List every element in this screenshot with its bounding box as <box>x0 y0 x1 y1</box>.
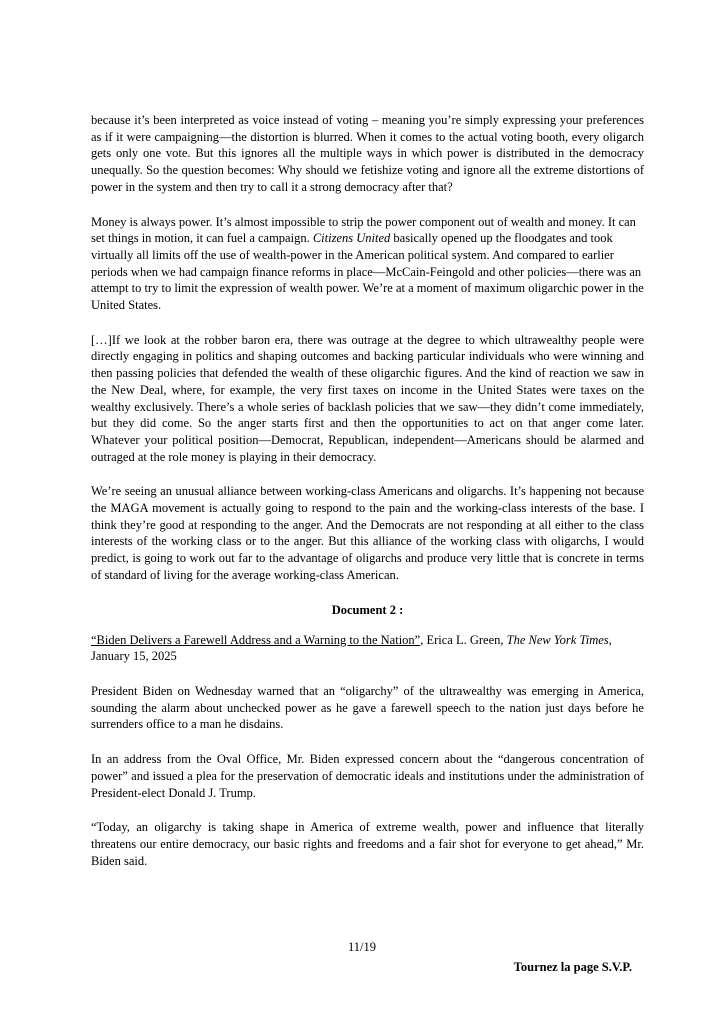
paragraph-oval-office: In an address from the Oval Office, Mr. Biden expressed concern about the “dangerous concentration of power” and issued a plea for the preservation of democratic ideals and institutions under the administration of President-elect Donald J. Trump. <box>91 752 644 800</box>
paragraph-robber-baron: […]If we look at the robber baron era, there was outrage at the degree to which ultrawealthy people were directly engaging in politics and shaping outcomes and backing particular individuals who were winning and then passing policies that defended the wealth of these oligarchic figures. And the kind of reaction we saw in the New Deal, where, for example, the very first taxes on income in the United States were taxes on the wealthy exclusively. There’s a whole series of backlash policies that we saw—they didn’t come immediately, but they did come. So the anger starts first and then the opportunities to act on that anger come later. Whatever your political position—Democrat, Republican, independent—Americans should be alarmed and outraged at the role money is playing in their democracy. <box>91 332 644 464</box>
money-text-before: Money is always power. It’s almost impossible to strip the power component out of wealth and money. It can set things in motion, it can fuel a campaign. <box>91 214 636 246</box>
document-2-heading: Document 2 : <box>331 602 404 617</box>
money-text-after: basically opened up the floodgates and took virtually all limits off the use of wealth-power in the American political system. And compared to earlier periods when we had campaign finance reforms in place—McCain-Feingold and other policies—there was an attempt to try to limit the expression of wealth power. We’re at a moment of maximum oligarchic power in the United States. <box>91 231 644 313</box>
paragraph-alliance: We’re seeing an unusual alliance between working-class Americans and oligarchs. It’s happening not because the MAGA movement is actually going to respond to the pain and the working-class interests of the base. I think they’re good at responding to the anger. And the Democrats are not responding at all either to the class interests of the working class or to the anger. But this alliance of the working class with oligarchs, I would predict, is going to work out far to the advantage of oligarchs and produce very little that is concrete in terms of standard of living for the average working-class American. <box>91 484 644 582</box>
paragraph-voting: because it’s been interpreted as voice instead of voting – meaning you’re simply expressing your preferences as if it were campaigning—the distortion is blurred. When it comes to the actual voting booth, every oligarch gets only one vote. But this ignores all the multiple ways in which power is distributed in the democracy unequally. So the question becomes: Why should we fetishize voting and ignore all the extreme distortions of power in the system and then try to call it a strong democracy after that? <box>91 113 644 194</box>
turn-page-note: Tournez la page S.V.P. <box>513 960 632 974</box>
paragraph-biden-quote: “Today, an oligarchy is taking shape in America of extreme wealth, power and influence that literally threatens our entire democracy, our basic rights and freedoms and a fair shot for everyone to get ahead,” Mr. Biden said. <box>91 820 644 868</box>
page-number: 11/19 <box>347 940 376 954</box>
citation-date: , January 15, 2025 <box>91 632 612 664</box>
citation-author: Erica L. Green, <box>423 632 507 647</box>
paragraph-biden-warning: President Biden on Wednesday warned that an “oligarchy” of the ultrawealthy was emerging in America, sounding the alarm about unchecked power as he gave a farewell speech to the nation just days before he surrenders office to a man he disdains. <box>91 683 644 732</box>
document-page <box>91 112 644 887</box>
document-2-citation <box>91 632 644 665</box>
citation-title: “Biden Delivers a Farewell Address and a Warning to the Nation”, <box>91 632 424 647</box>
paragraph-money <box>91 214 644 314</box>
citizens-united-italic: Citizens United <box>312 231 391 246</box>
citation-publication: The New York Times <box>506 632 609 647</box>
